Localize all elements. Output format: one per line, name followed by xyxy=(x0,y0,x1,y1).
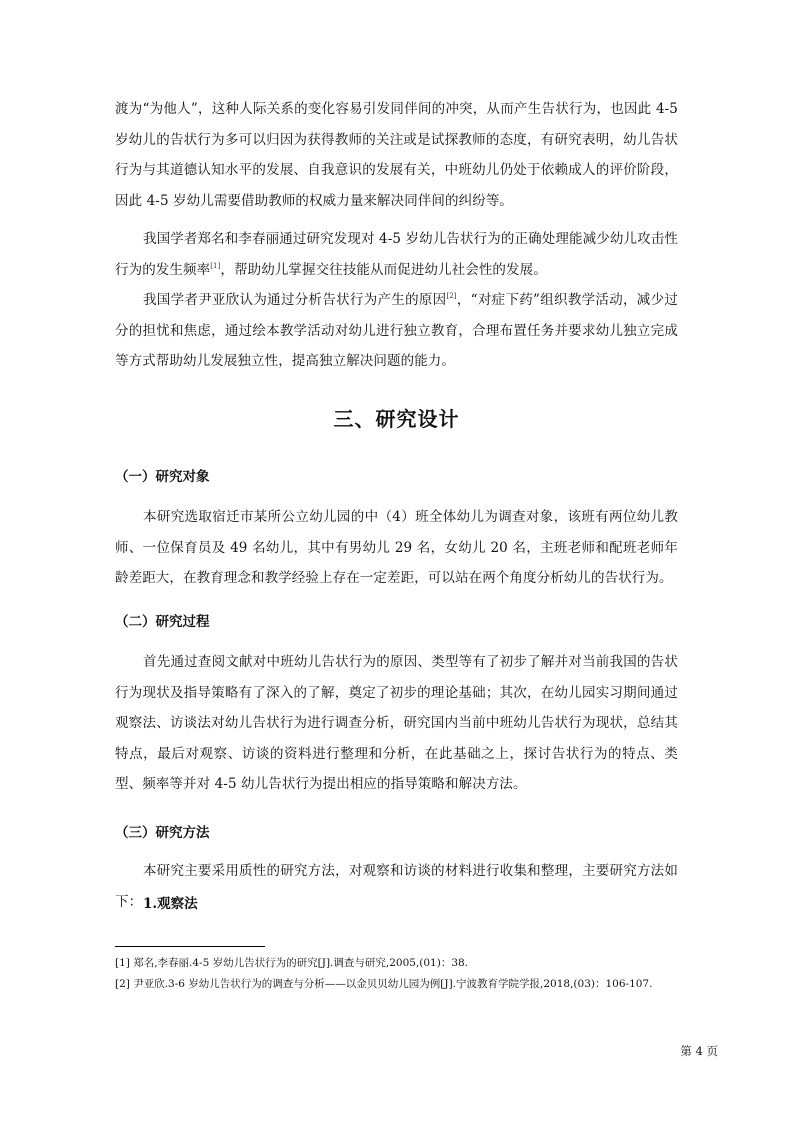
paragraph-text: 我国学者郑名和李春丽通过研究发现对 4-5 岁幼儿告状行为的正确处理能减少幼儿攻击性行为的发生频率 xyxy=(115,231,678,278)
footnote-1: [1] 郑名,李春丽.4-5 岁幼儿告状行为的研究[J].调查与研究,2005,(01)：38. xyxy=(115,957,469,969)
subsection-title-methods: （三）研究方法 xyxy=(115,825,210,841)
paragraph-yin xyxy=(115,285,678,377)
footnote-2: [2] 尹亚欣.3-6 岁幼儿告状行为的调查与分析——以金贝贝幼儿园为例[J].宁波教育学院学报,2018,(03)：106-107. xyxy=(115,978,653,990)
footnote-divider xyxy=(115,946,265,947)
paragraph-text: ，“对症下药”组织教学活动，减少过分的担忧和焦虑，通过绘本教学活动对幼儿进行独立教育，合理布置任务并要求幼儿独立完成等方式帮助幼儿发展独立性，提高独立解决问题的能力。 xyxy=(115,292,678,369)
subsection-title-process: （二）研究过程 xyxy=(115,614,210,630)
section-title: 三、研究设计 xyxy=(333,407,460,431)
paragraph-intro-continued: 渡为“为他人”，这种人际关系的变化容易引发同伴间的冲突，从而产生告状行为，也因此 4-5 岁幼儿的告状行为多可以归因为获得教师的关注或是试探教师的态度，有研究表明，幼儿告状行为与其道德认知水平的发展、自我意识的发展有关，中班幼儿仍处于依赖成人的评价阶段，因此 4-5 岁幼儿需要借助教师的权威力量来解决同伴间的纠纷等。 xyxy=(115,101,678,209)
paragraph-methods: 本研究主要采用质性的研究方法，对观察和访谈的材料进行收集和整理，主要研究方法如下： xyxy=(115,863,678,910)
method-title-observation: 1.观察法 xyxy=(143,896,198,912)
paragraph-subjects: 本研究选取宿迁市某所公立幼儿园的中（4）班全体幼儿为调查对象，该班有两位幼儿教师、一位保育员及 49 名幼儿，其中有男幼儿 29 名，女幼儿 20 名，主班老师和配班老师年龄差距大，在教育理念和教学经验上存在一定差距，可以站在两个角度分析幼儿的告状行为。 xyxy=(115,509,678,586)
paragraph-zheng-li xyxy=(115,224,678,285)
paragraph-process: 首先通过查阅文献对中班幼儿告状行为的原因、类型等有了初步了解并对当前我国的告状行为现状及指导策略有了深入的了解，奠定了初步的理论基础；其次，在幼儿园实习期间通过观察法、访谈法对幼儿告状行为进行调查分析，研究国内当前中班幼儿告状行为现状，总结其特点，最后对观察、访谈的资料进行整理和分析，在此基础之上，探讨告状行为的特点、类型、频率等并对 4-5 幼儿告状行为提出相应的指导策略和解决方法。 xyxy=(115,654,678,792)
paragraph-text: 我国学者尹亚欣认为通过分析告状行为产生的原因 xyxy=(143,292,447,308)
citation-ref-1: [1] xyxy=(210,261,221,270)
page-number: 第 4 页 xyxy=(680,1044,718,1058)
paragraph-text: ，帮助幼儿掌握交往技能从而促进幼儿社会性的发展。 xyxy=(220,261,547,278)
subsection-title-subjects: （一）研究对象 xyxy=(115,469,210,485)
citation-ref-2: [2] xyxy=(446,292,457,300)
